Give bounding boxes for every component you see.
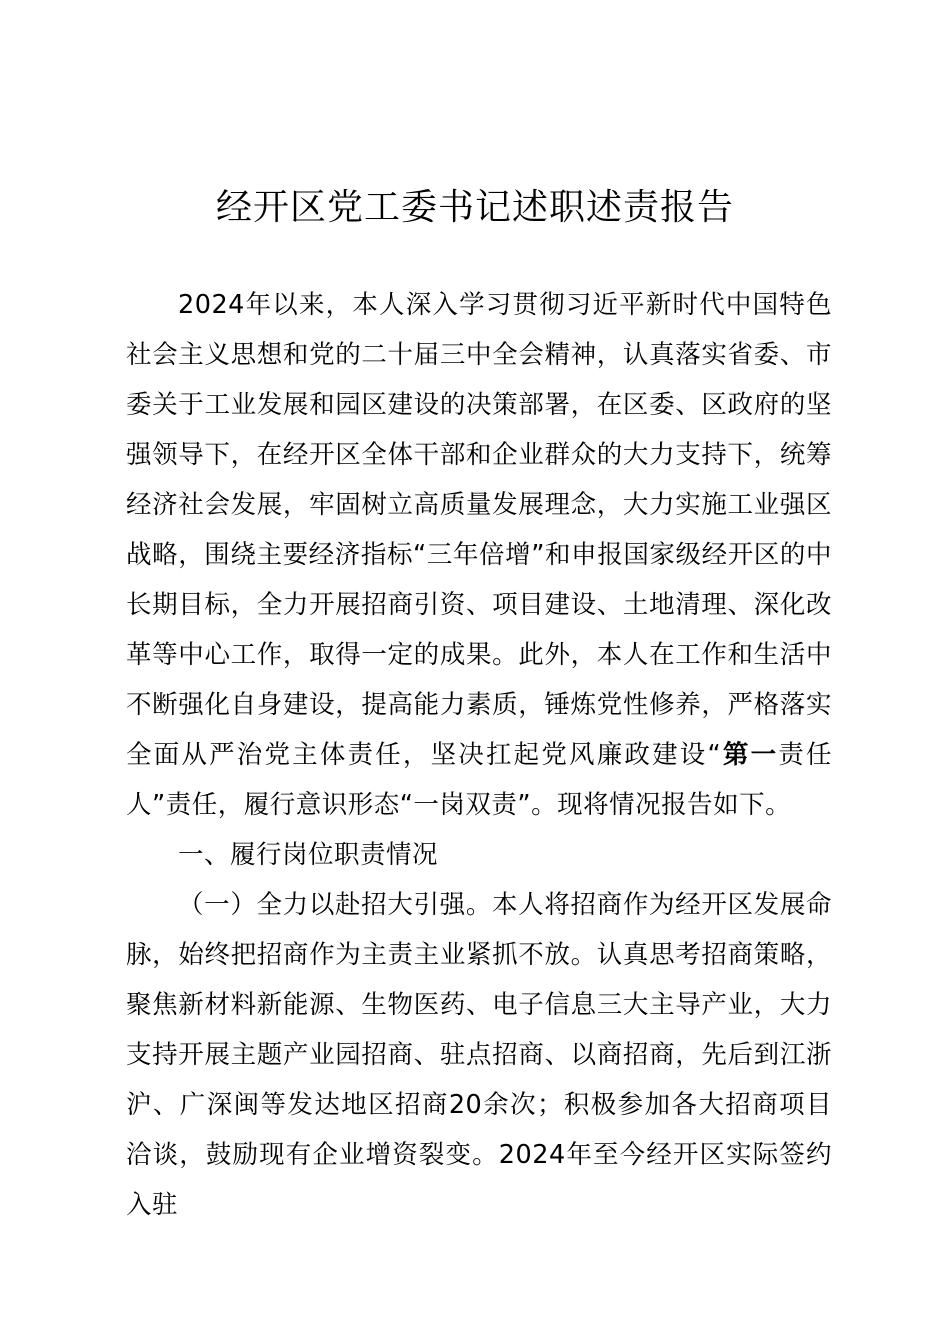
intro-text-part-2: 责任人”责任，履行意识形态“一岗双责”。现将情况报告如下。	[126, 740, 832, 820]
intro-paragraph	[126, 280, 832, 830]
intro-text-part-1: 2024年以来，本人深入学习贯彻习近平新时代中国特色社会主义思想和党的二十届三中全会精神，认真落实省委、市委关于工业发展和园区建设的决策部署，在区委、区政府的坚强领导下，在经开区全体干部和企业群众的大力支持下，统筹经济社会发展，牢固树立高质量发展理念，大力实施工业强区战略，围绕主要经济指标“三年倍增”和申报国家级经开区的中长期目标，全力开展招商引资、项目建设、土地清理、深化改革等中心工作，取得一定的成果。此外，本人在工作和生活中不断强化自身建设，提高能力素质，锤炼党性修养，严格落实全面从严治党主体责任，坚决扛起党风廉政建设“	[126, 290, 832, 770]
document-title: 经开区党工委书记述职述责报告	[215, 187, 734, 228]
subsection-paragraph-1: （一）全力以赴招大引强。本人将招商作为经开区发展命脉，始终把招商作为主责主业紧抓不放。认真思考招商策略，聚焦新材料新能源、生物医药、电子信息三大主导产业，大力支持开展主题产业园招商、驻点招商、以商招商，先后到江浙沪、广深闽等发达地区招商20余次；积极参加各大招商项目洽谈，鼓励现有企业增资裂变。2024年至今经开区实际签约入驻	[126, 890, 832, 1220]
section-heading-1: 一、履行岗位职责情况	[178, 840, 439, 870]
document-body	[126, 280, 832, 1230]
intro-text-bold: 第一	[721, 740, 779, 770]
